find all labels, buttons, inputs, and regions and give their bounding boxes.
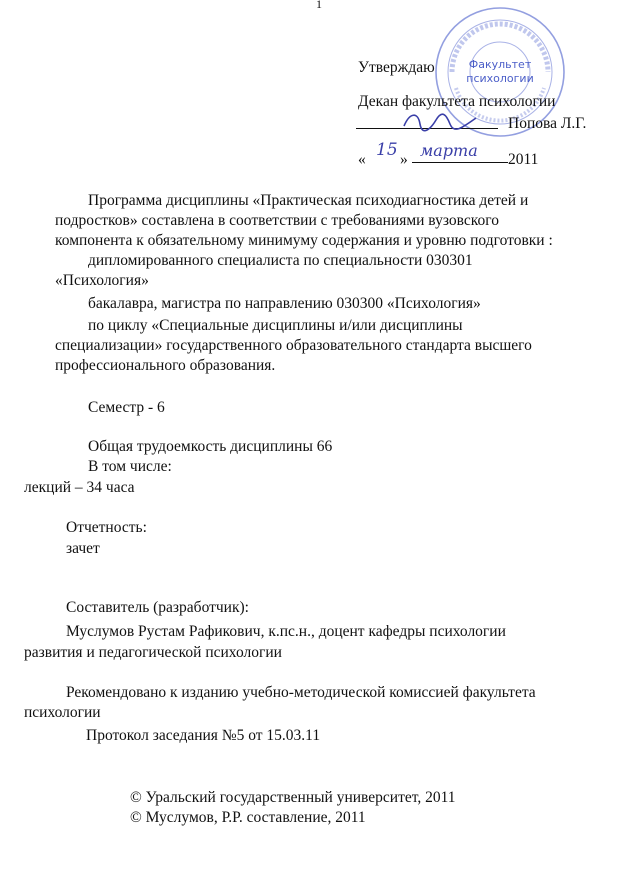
reporting-label: Отчетность:	[66, 519, 147, 536]
stamp-text-line2: психологии	[466, 72, 534, 85]
program-line-7: по циклу «Специальные дисциплины и/или дисциплины	[88, 317, 463, 334]
protocol: Протокол заседания №5 от 15.03.11	[86, 727, 321, 744]
date-close-quote: »	[400, 151, 408, 168]
recommendation-line-1: Рекомендовано к изданию учебно-методической комиссией факультета	[66, 684, 536, 701]
date-month-line	[412, 162, 508, 163]
page-number: 1	[316, 0, 322, 11]
author-line-2: развития и педагогической психологии	[24, 644, 282, 661]
copyright-university: © Уральский государственный университет, 2011	[130, 789, 456, 806]
approval-label: Утверждаю	[358, 59, 435, 76]
program-line-2: подростков» составлена в соответствии с требованиями вузовского	[55, 212, 499, 229]
program-line-6: бакалавра, магистра по направлению 030300 «Психология»	[88, 295, 481, 312]
total-workload: Общая трудоемкость дисциплины 66	[88, 438, 333, 455]
stamp-text-line1: Факультет	[468, 58, 532, 71]
dean-name: Попова Л.Г.	[508, 115, 587, 132]
reporting-value: зачет	[66, 540, 100, 557]
date-open-quote: «	[358, 151, 366, 168]
program-line-4: дипломированного специалиста по специальности 030301	[88, 252, 473, 269]
date-year: 2011	[508, 151, 539, 168]
semester: Семестр - 6	[88, 399, 165, 416]
program-line-8: специализации» государственного образовательного стандарта высшего	[55, 337, 532, 354]
program-line-5: «Психология»	[55, 272, 149, 289]
dean-signature	[400, 108, 480, 134]
including-label: В том числе:	[88, 458, 172, 475]
author-label: Составитель (разработчик):	[66, 599, 249, 616]
recommendation-line-2: психологии	[24, 704, 101, 721]
copyright-author: © Муслумов, Р.Р. составление, 2011	[130, 809, 366, 826]
date-day: 15	[376, 140, 398, 160]
date-month: марта	[420, 141, 478, 160]
lectures-hours: лекций – 34 часа	[24, 479, 135, 496]
dean-title: Декан факультета психологии	[358, 93, 556, 110]
program-line-9: профессионального образования.	[55, 357, 276, 374]
author-line-1: Муслумов Рустам Рафикович, к.пс.н., доцент кафедры психологии	[66, 623, 506, 640]
program-line-3: компонента к обязательному минимуму содержания и уровню подготовки :	[55, 232, 553, 249]
program-line-1: Программа дисциплины «Практическая психодиагностика детей и	[88, 192, 529, 209]
